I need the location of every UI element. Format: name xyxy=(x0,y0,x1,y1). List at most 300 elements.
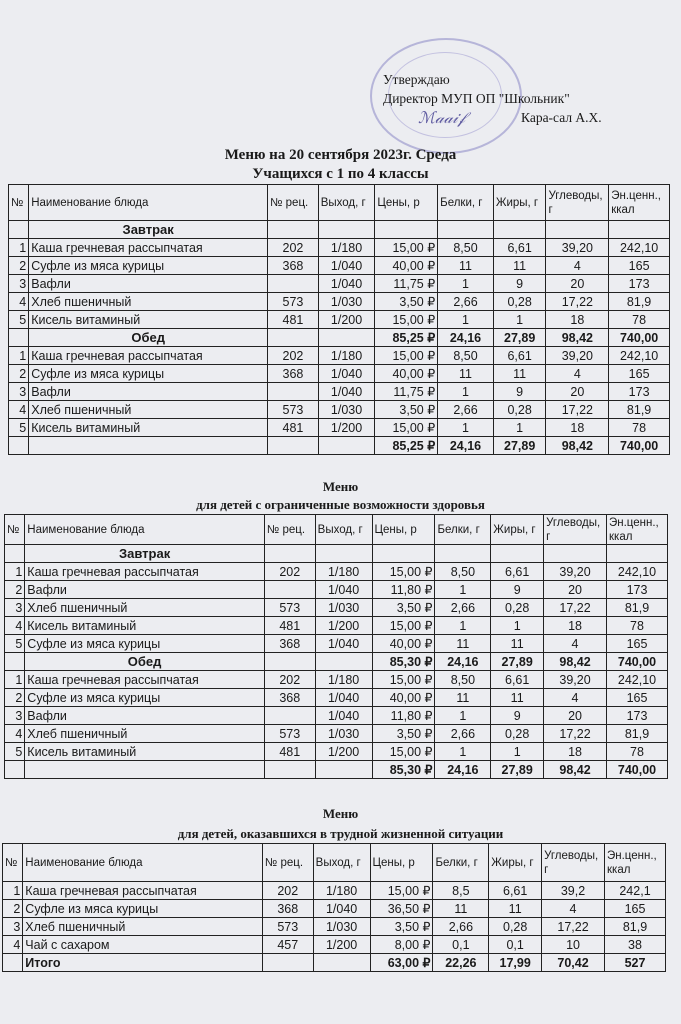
cell: 481 xyxy=(264,743,315,761)
cell xyxy=(25,761,265,779)
table-row xyxy=(9,293,670,311)
cell: 15,00 ₽ xyxy=(372,563,435,581)
total-row xyxy=(5,761,668,779)
cell: 573 xyxy=(264,725,315,743)
total-value: 98,42 xyxy=(544,761,607,779)
menu-table-grades-1-4 xyxy=(8,184,670,455)
column-header: Наименование блюда xyxy=(29,185,268,221)
cell: 1/180 xyxy=(315,563,372,581)
cell: 1 xyxy=(493,311,546,329)
total-value: 24,16 xyxy=(438,437,494,455)
cell: 242,1 xyxy=(605,882,666,900)
column-header: Эн.ценн., ккал xyxy=(609,185,670,221)
cell: 3 xyxy=(9,383,29,401)
section-label: Обед xyxy=(25,653,265,671)
cell: 368 xyxy=(264,689,315,707)
cell: 1/040 xyxy=(318,257,375,275)
cell: 202 xyxy=(268,239,319,257)
dish-name: Суфле из мяса курицы xyxy=(25,689,265,707)
total-value: 98,42 xyxy=(546,329,609,347)
cell: 1/030 xyxy=(313,918,370,936)
cell: 242,10 xyxy=(609,239,670,257)
cell: 1/180 xyxy=(318,239,375,257)
column-header: Белки, г xyxy=(435,515,491,545)
cell: 20 xyxy=(546,275,609,293)
menu-table-difficult-situation xyxy=(2,843,666,972)
cell xyxy=(5,761,25,779)
table-row xyxy=(5,725,668,743)
cell: 5 xyxy=(9,311,29,329)
column-header: Наименование блюда xyxy=(23,844,263,882)
cell: 8,00 ₽ xyxy=(370,936,433,954)
cell: 242,10 xyxy=(607,671,668,689)
table-row xyxy=(5,743,668,761)
cell xyxy=(318,329,375,347)
table-row xyxy=(3,882,666,900)
cell: 4 xyxy=(5,617,25,635)
cell: 4 xyxy=(546,257,609,275)
menu-subtitle: Учащихся с 1 по 4 классы xyxy=(252,166,429,182)
cell: 11 xyxy=(493,365,546,383)
approval-line-2: Директор МУП ОП "Школьник" xyxy=(383,91,570,106)
cell xyxy=(5,653,25,671)
cell xyxy=(609,221,670,239)
cell: 2 xyxy=(5,689,25,707)
cell: 20 xyxy=(544,707,607,725)
table-row xyxy=(9,347,670,365)
column-header: № xyxy=(9,185,29,221)
column-header: Белки, г xyxy=(433,844,489,882)
cell: 1 xyxy=(435,707,491,725)
cell xyxy=(268,383,319,401)
cell: 4 xyxy=(9,293,29,311)
cell xyxy=(264,761,315,779)
cell: 3,50 ₽ xyxy=(375,401,438,419)
cell xyxy=(9,221,29,239)
cell: 11 xyxy=(438,257,494,275)
total-value: 27,89 xyxy=(491,761,544,779)
total-value: 24,16 xyxy=(435,761,491,779)
cell: 457 xyxy=(262,936,313,954)
cell: 1 xyxy=(438,311,494,329)
cell: 173 xyxy=(607,581,668,599)
cell: 4 xyxy=(542,900,605,918)
cell: 15,00 ₽ xyxy=(372,671,435,689)
table-row xyxy=(3,900,666,918)
total-row xyxy=(9,437,670,455)
cell: 78 xyxy=(609,419,670,437)
cell: 38 xyxy=(605,936,666,954)
cell: 11 xyxy=(491,635,544,653)
cell: 17,22 xyxy=(546,293,609,311)
cell: 11 xyxy=(435,689,491,707)
column-header: № xyxy=(3,844,23,882)
cell: 165 xyxy=(609,257,670,275)
cell: 11 xyxy=(435,635,491,653)
dish-name: Каша гречневая рассыпчатая xyxy=(25,671,265,689)
total-value: 98,42 xyxy=(544,653,607,671)
table-row xyxy=(9,311,670,329)
menu2-subtitle: для детей с ограниченные возможности здоровья xyxy=(196,497,485,512)
table-row xyxy=(5,581,668,599)
section-label: Обед xyxy=(29,329,268,347)
cell: 11,75 ₽ xyxy=(375,275,438,293)
total-value: 22,26 xyxy=(433,954,489,972)
table-row xyxy=(9,419,670,437)
cell: 11 xyxy=(493,257,546,275)
table-row xyxy=(9,365,670,383)
dish-name: Вафли xyxy=(25,581,265,599)
cell: 40,00 ₽ xyxy=(372,635,435,653)
cell: 1/030 xyxy=(318,401,375,419)
column-header: Цены, р xyxy=(375,185,438,221)
dish-name: Кисель витаминый xyxy=(29,311,268,329)
cell: 1 xyxy=(438,419,494,437)
cell: 2 xyxy=(3,900,23,918)
dish-name: Хлеб пшеничный xyxy=(23,918,263,936)
table-row xyxy=(9,383,670,401)
column-header: Жиры, г xyxy=(491,515,544,545)
total-value: 740,00 xyxy=(607,761,668,779)
cell: 4 xyxy=(546,365,609,383)
cell xyxy=(268,221,319,239)
table-row xyxy=(9,275,670,293)
cell xyxy=(607,545,668,563)
cell: 36,50 ₽ xyxy=(370,900,433,918)
column-header: Выход, г xyxy=(318,185,375,221)
menu-table-limited-health xyxy=(4,514,668,779)
total-value: 27,89 xyxy=(493,329,546,347)
table-row xyxy=(5,707,668,725)
dish-name: Каша гречневая рассыпчатая xyxy=(29,347,268,365)
cell: 165 xyxy=(605,900,666,918)
cell: 3,50 ₽ xyxy=(372,725,435,743)
column-header: Эн.ценн., ккал xyxy=(605,844,666,882)
cell: 2,66 xyxy=(438,401,494,419)
cell xyxy=(264,653,315,671)
menu3-title: Меню xyxy=(322,806,359,821)
cell xyxy=(268,329,319,347)
cell: 15,00 ₽ xyxy=(375,419,438,437)
header-row xyxy=(5,515,668,545)
total-value: 24,16 xyxy=(438,329,494,347)
total-value: 17,99 xyxy=(489,954,542,972)
total-value: 63,00 ₽ xyxy=(370,954,433,972)
cell: 242,10 xyxy=(607,563,668,581)
cell: 40,00 ₽ xyxy=(375,257,438,275)
cell: 2,66 xyxy=(433,918,489,936)
cell: 18 xyxy=(544,743,607,761)
table-row xyxy=(3,918,666,936)
cell: 20 xyxy=(546,383,609,401)
cell: 1 xyxy=(435,743,491,761)
cell: 1 xyxy=(438,275,494,293)
cell: 5 xyxy=(9,419,29,437)
dish-name: Суфле из мяса курицы xyxy=(29,365,268,383)
cell: 81,9 xyxy=(607,725,668,743)
signature: ℳ𝒶𝒶𝒾𝒻 xyxy=(418,108,465,127)
cell: 9 xyxy=(493,275,546,293)
cell: 1 xyxy=(5,563,25,581)
cell: 39,20 xyxy=(546,239,609,257)
cell: 6,61 xyxy=(489,882,542,900)
cell: 15,00 ₽ xyxy=(372,743,435,761)
cell: 368 xyxy=(264,635,315,653)
cell: 1/180 xyxy=(313,882,370,900)
cell: 1 xyxy=(9,347,29,365)
cell: 0,1 xyxy=(489,936,542,954)
cell: 1/040 xyxy=(315,581,372,599)
dish-name: Хлеб пшеничный xyxy=(29,401,268,419)
cell: 78 xyxy=(607,743,668,761)
cell: 1/030 xyxy=(315,725,372,743)
dish-name: Кисель витаминый xyxy=(25,617,265,635)
table-row xyxy=(9,239,670,257)
cell: 81,9 xyxy=(609,293,670,311)
section-label: Завтрак xyxy=(29,221,268,239)
cell: 1 xyxy=(435,617,491,635)
cell xyxy=(313,954,370,972)
cell: 202 xyxy=(264,671,315,689)
cell xyxy=(315,761,372,779)
header-row xyxy=(9,185,670,221)
cell: 11,80 ₽ xyxy=(372,707,435,725)
table-row xyxy=(5,689,668,707)
dish-name: Каша гречневая рассыпчатая xyxy=(23,882,263,900)
cell: 11 xyxy=(491,689,544,707)
cell: 6,61 xyxy=(491,671,544,689)
cell: 0,28 xyxy=(493,401,546,419)
cell xyxy=(491,545,544,563)
column-header: № рец. xyxy=(262,844,313,882)
cell: 202 xyxy=(268,347,319,365)
cell: 368 xyxy=(268,257,319,275)
cell: 2,66 xyxy=(438,293,494,311)
cell: 573 xyxy=(268,293,319,311)
dish-name: Каша гречневая рассыпчатая xyxy=(25,563,265,581)
column-header: Эн.ценн., ккал xyxy=(607,515,668,545)
cell: 368 xyxy=(268,365,319,383)
cell: 173 xyxy=(609,383,670,401)
cell: 1 xyxy=(491,743,544,761)
cell xyxy=(372,545,435,563)
cell xyxy=(493,221,546,239)
total-value: 98,42 xyxy=(546,437,609,455)
cell: 11 xyxy=(489,900,542,918)
cell: 3 xyxy=(3,918,23,936)
total-value: 27,89 xyxy=(491,653,544,671)
cell: 1 xyxy=(9,239,29,257)
dish-name: Кисель витаминый xyxy=(29,419,268,437)
total-value: 740,00 xyxy=(609,329,670,347)
dish-name: Суфле из мяса курицы xyxy=(25,635,265,653)
cell: 1/040 xyxy=(313,900,370,918)
cell xyxy=(262,954,313,972)
column-header: Цены, р xyxy=(370,844,433,882)
cell xyxy=(264,581,315,599)
cell: 1/200 xyxy=(318,419,375,437)
cell: 2,66 xyxy=(435,599,491,617)
cell: 15,00 ₽ xyxy=(372,617,435,635)
cell: 1/200 xyxy=(315,617,372,635)
cell xyxy=(546,221,609,239)
column-header: Жиры, г xyxy=(493,185,546,221)
dish-name: Каша гречневая рассыпчатая xyxy=(29,239,268,257)
table-row xyxy=(9,257,670,275)
cell xyxy=(315,653,372,671)
dish-name: Суфле из мяса курицы xyxy=(29,257,268,275)
cell: 368 xyxy=(262,900,313,918)
cell: 18 xyxy=(544,617,607,635)
cell: 3 xyxy=(5,707,25,725)
table-row xyxy=(5,671,668,689)
cell xyxy=(315,545,372,563)
column-header: Углеводы, г xyxy=(542,844,605,882)
cell: 11,80 ₽ xyxy=(372,581,435,599)
cell: 1/180 xyxy=(318,347,375,365)
menu-title: Меню на 20 сентября 2023г. Среда xyxy=(224,147,457,163)
cell: 1/040 xyxy=(318,275,375,293)
cell: 3 xyxy=(5,599,25,617)
approval-block xyxy=(383,70,602,127)
cell: 81,9 xyxy=(609,401,670,419)
cell: 17,22 xyxy=(544,725,607,743)
cell: 15,00 ₽ xyxy=(370,882,433,900)
cell xyxy=(264,545,315,563)
cell: 165 xyxy=(607,689,668,707)
total-value: 85,25 ₽ xyxy=(375,437,438,455)
cell: 18 xyxy=(546,311,609,329)
table-row xyxy=(5,617,668,635)
cell: 9 xyxy=(491,707,544,725)
cell: 9 xyxy=(493,383,546,401)
column-header: Цены, р xyxy=(372,515,435,545)
cell: 0,28 xyxy=(489,918,542,936)
cell: 2 xyxy=(9,257,29,275)
cell: 3,50 ₽ xyxy=(372,599,435,617)
cell xyxy=(29,437,268,455)
cell: 1/040 xyxy=(318,365,375,383)
approval-line-1: Утверждаю xyxy=(383,72,450,87)
cell: 6,61 xyxy=(491,563,544,581)
cell: 1/200 xyxy=(318,311,375,329)
cell: 173 xyxy=(609,275,670,293)
cell: 81,9 xyxy=(605,918,666,936)
total-value: 70,42 xyxy=(542,954,605,972)
cell: 4 xyxy=(3,936,23,954)
table-row xyxy=(5,563,668,581)
dish-name: Чай с сахаром xyxy=(23,936,263,954)
cell: 39,2 xyxy=(542,882,605,900)
cell: 9 xyxy=(491,581,544,599)
cell: 481 xyxy=(264,617,315,635)
table-row xyxy=(9,401,670,419)
cell: 1 xyxy=(3,882,23,900)
cell: 39,20 xyxy=(544,671,607,689)
cell: 573 xyxy=(268,401,319,419)
total-value: 527 xyxy=(605,954,666,972)
column-header: Углеводы, г xyxy=(546,185,609,221)
cell xyxy=(318,221,375,239)
cell: 18 xyxy=(546,419,609,437)
cell: 2 xyxy=(5,581,25,599)
cell: 1 xyxy=(438,383,494,401)
cell: 3,50 ₽ xyxy=(375,293,438,311)
cell xyxy=(318,437,375,455)
cell: 1/030 xyxy=(315,599,372,617)
total-row xyxy=(3,954,666,972)
cell xyxy=(9,329,29,347)
cell: 2,66 xyxy=(435,725,491,743)
cell: 17,22 xyxy=(544,599,607,617)
cell: 0,1 xyxy=(433,936,489,954)
column-header: Углеводы, г xyxy=(544,515,607,545)
section-label: Завтрак xyxy=(25,545,265,563)
section-row xyxy=(9,221,670,239)
cell: 4 xyxy=(5,725,25,743)
column-header: № рец. xyxy=(264,515,315,545)
total-value: 27,89 xyxy=(493,437,546,455)
cell: 165 xyxy=(609,365,670,383)
total-value: 85,25 ₽ xyxy=(375,329,438,347)
dish-name: Вафли xyxy=(29,383,268,401)
dish-name: Вафли xyxy=(29,275,268,293)
cell: 8,50 xyxy=(438,347,494,365)
cell: 8,5 xyxy=(433,882,489,900)
cell xyxy=(268,437,319,455)
cell: 3 xyxy=(9,275,29,293)
cell: 10 xyxy=(542,936,605,954)
cell: 202 xyxy=(262,882,313,900)
cell: 1/180 xyxy=(315,671,372,689)
total-row xyxy=(5,653,668,671)
cell: 5 xyxy=(5,743,25,761)
cell xyxy=(544,545,607,563)
cell: 15,00 ₽ xyxy=(375,239,438,257)
cell: 573 xyxy=(264,599,315,617)
cell: 11,75 ₽ xyxy=(375,383,438,401)
cell: 15,00 ₽ xyxy=(375,311,438,329)
dish-name: Кисель витаминый xyxy=(25,743,265,761)
cell: 40,00 ₽ xyxy=(375,365,438,383)
total-value: 85,30 ₽ xyxy=(372,653,435,671)
column-header: Жиры, г xyxy=(489,844,542,882)
cell: 17,22 xyxy=(542,918,605,936)
column-header: № рец. xyxy=(268,185,319,221)
cell: 11 xyxy=(433,900,489,918)
cell: 1 xyxy=(435,581,491,599)
section-row xyxy=(5,545,668,563)
table-row xyxy=(5,599,668,617)
header-row xyxy=(3,844,666,882)
dish-name: Суфле из мяса курицы xyxy=(23,900,263,918)
approval-line-3: Кара-сал А.Х. xyxy=(521,110,602,125)
cell: 1/200 xyxy=(315,743,372,761)
cell xyxy=(5,545,25,563)
cell: 3,50 ₽ xyxy=(370,918,433,936)
dish-name: Вафли xyxy=(25,707,265,725)
cell: 5 xyxy=(5,635,25,653)
total-label: Итого xyxy=(23,954,263,972)
column-header: Наименование блюда xyxy=(25,515,265,545)
cell: 165 xyxy=(607,635,668,653)
column-header: № xyxy=(5,515,25,545)
cell: 39,20 xyxy=(546,347,609,365)
dish-name: Хлеб пшеничный xyxy=(29,293,268,311)
total-row xyxy=(9,329,670,347)
dish-name: Хлеб пшеничный xyxy=(25,725,265,743)
cell: 1/040 xyxy=(315,689,372,707)
